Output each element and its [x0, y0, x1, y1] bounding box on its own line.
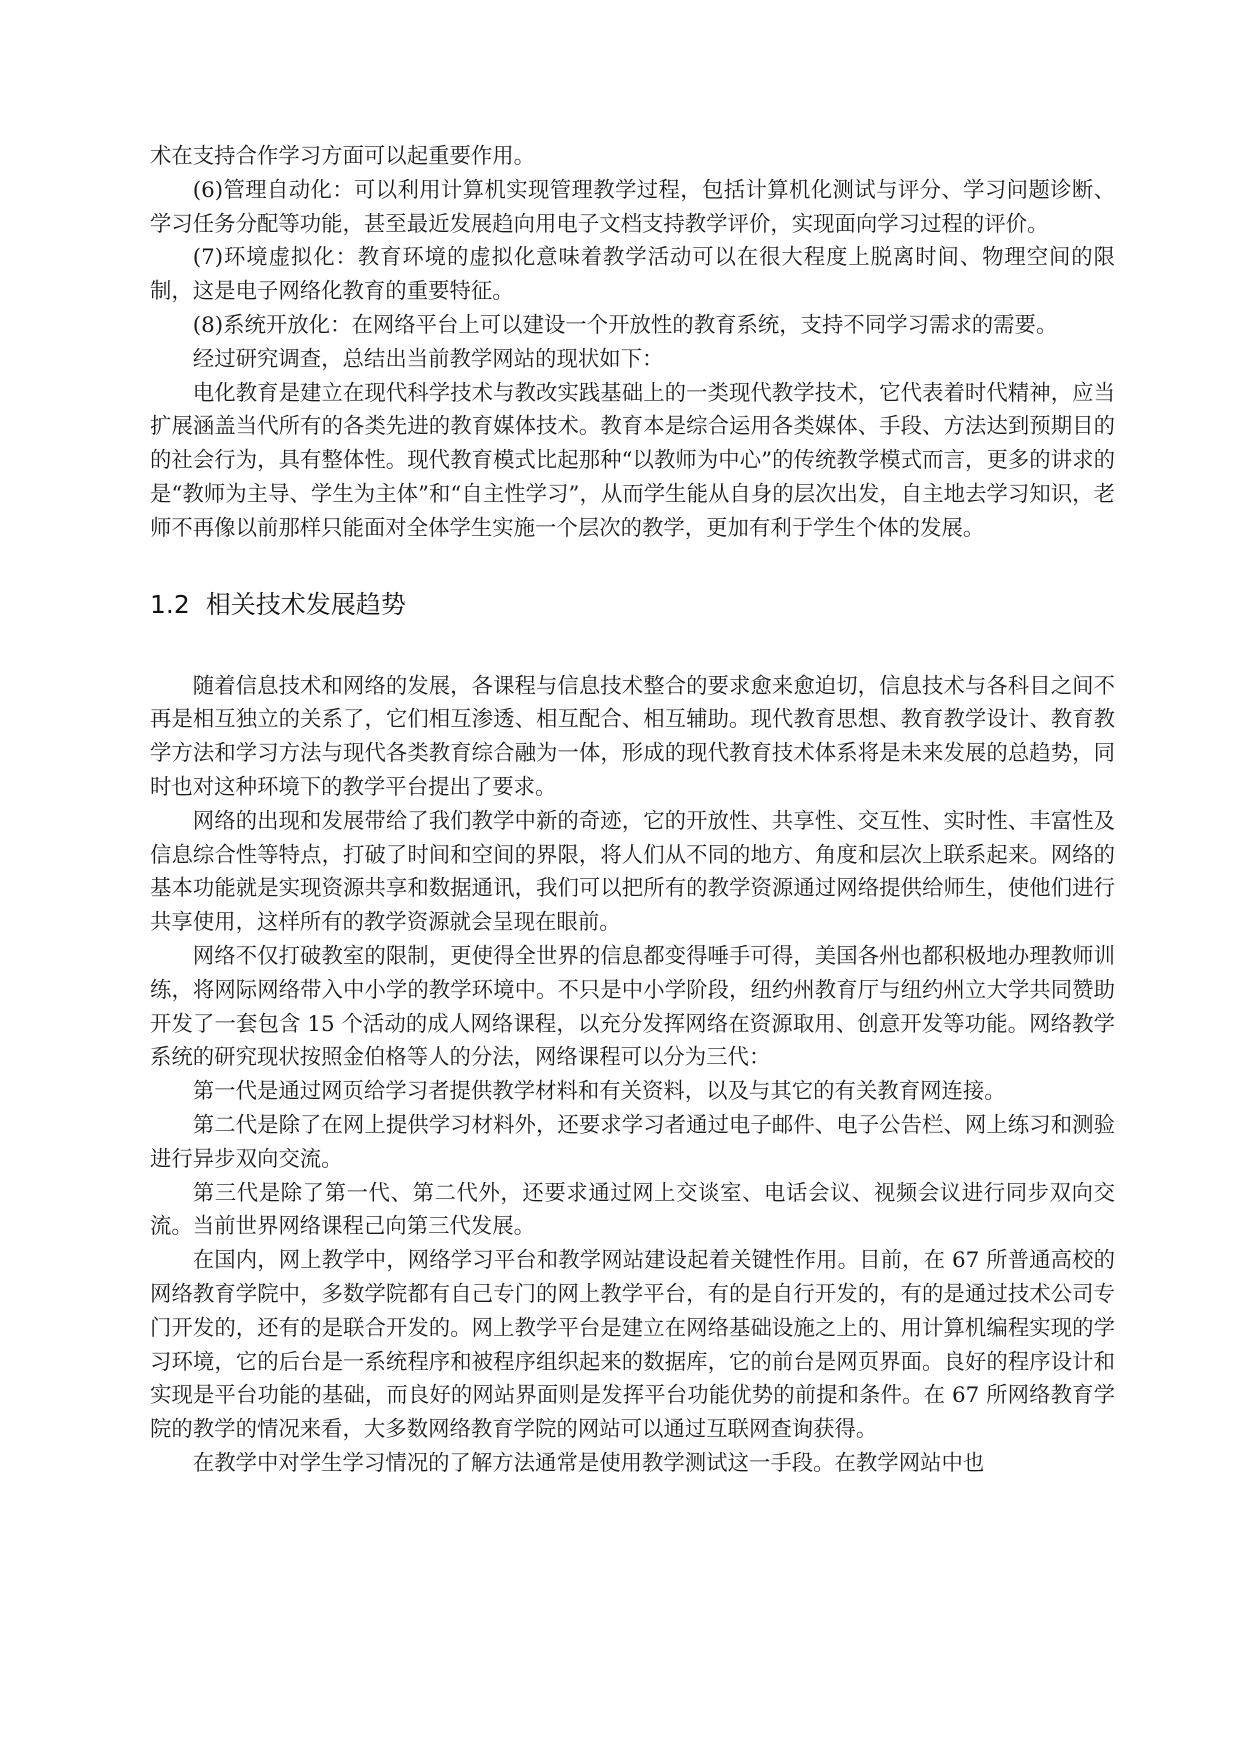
paragraph-survey-summary: 经过研究调查，总结出当前教学网站的现状如下： — [192, 346, 664, 372]
section-title: 相关技术发展趋势 — [205, 589, 406, 619]
paragraph-classroom-limits: 网络不仅打破教室的限制，更使得全世界的信息都变得唾手可得，美国各州也都积极地办理教师训练，将网际网络带入中小学的教学环境中。不只是中小学阶段，纽约州教育厅与纽约州立大学共同赞助开发了一套包含 15 个活动的成人网络课程，以充分发挥网络在资源取用、创意开发等功能。网络教学系统的研究现状按照金伯格等人的分法，网络课程可以分为三代： — [150, 943, 1115, 1071]
paragraph-continuation: 术在支持合作学习方面可以起重要作用。 — [150, 144, 536, 169]
paragraph-second-generation: 第二代是除了在网上提供学习材料外，还要求学习者通过电子邮件、电子公告栏、网上练习和测验进行异步双向交流。 — [150, 1112, 1115, 1172]
paragraph-management-automation: (6)管理自动化：可以利用计算机实现管理教学过程，包括计算机化测试与评分、学习问题诊断、学习任务分配等功能，甚至最近发展趋向用电子文档支持教学评价，实现面向学习过程的评价。 — [150, 177, 1115, 237]
document-page — [150, 140, 1115, 1481]
paragraph-electronic-education: 电化教育是建立在现代科学技术与教改实践基础上的一类现代教学技术，它代表着时代精神，应当扩展涵盖当代所有的各类先进的教育媒体技术。教育本是综合运用各类媒体、手段、方法达到预期目的的社会行为，具有整体性。现代教育模式比起那种“以教师为中心”的传统教学模式而言，更多的讲求的是“教师为主导、学生为主体”和“自主性学习”，从而学生能从自身的层次出发，自主地去学习知识，老师不再像以前那样只能面对全体学生实施一个层次的教学，更加有利于学生个体的发展。 — [150, 380, 1115, 541]
paragraph-network-emergence: 网络的出现和发展带给了我们教学中新的奇迹，它的开放性、共享性、交互性、实时性、丰富性及信息综合性等特点，打破了时间和空间的界限，将人们从不同的地方、角度和层次上联系起来。网络的基本功能就是实现资源共享和数据通讯，我们可以把所有的教学资源通过网络提供给师生，使他们进行共享使用，这样所有的教学资源就会呈现在眼前。 — [150, 808, 1115, 936]
paragraph-system-openness: (8)系统开放化：在网络平台上可以建设一个开放性的教育系统，支持不同学习需求的需要。 — [192, 312, 1058, 338]
section-heading — [150, 590, 1115, 620]
paragraph-third-generation: 第三代是除了第一代、第二代外，还要求通过网上交谈室、电话会议、视频会议进行同步双向交流。当前世界网络课程己向第三代发展。 — [150, 1180, 1115, 1240]
paragraph-domestic-status: 在国内，网上教学中，网络学习平台和教学网站建设起着关键性作用。目前，在 67 所普通高校的网络教育学院中，多数学院都有自己专门的网上教学平台，有的是自行开发的，有的是通过技术公司专门开发的，还有的是联合开发的。网上教学平台是建立在网络基础设施之上的、用计算机编程实现的学习环境，它的后台是一系统程序和被程序组织起来的数据库，它的前台是网页界面。良好的程序设计和实现是平台功能的基础，而良好的网站界面则是发挥平台功能优势的前提和条件。在 67 所网络教育学院的教学的情况来看，大多数网络教育学院的网站可以通过互联网查询获得。 — [150, 1248, 1115, 1443]
section-number: 1.2 — [150, 589, 190, 619]
paragraph-first-generation: 第一代是通过网页给学习者提供教学材料和有关资料，以及与其它的有关教育网连接。 — [192, 1079, 1006, 1105]
paragraph-integration-trend: 随着信息技术和网络的发展，各课程与信息技术整合的要求愈来愈迫切，信息技术与各科目之间不再是相互独立的关系了，它们相互渗透、相互配合、相互辅助。现代教育思想、教育教学设计、教育教学方法和学习方法与现代各类教育综合融为一体，形成的现代教育技术体系将是未来发展的总趋势，同时也对这种环境下的教学平台提出了要求。 — [150, 673, 1115, 800]
paragraph-teaching-test: 在教学中对学生学习情况的了解方法通常是使用教学测试这一手段。在教学网站中也 — [192, 1450, 985, 1476]
paragraph-environment-virtualization: (7)环境虚拟化：教育环境的虚拟化意味着教学活动可以在很大程度上脱离时间、物理空间的限制，这是电子网络化教育的重要特征。 — [150, 245, 1115, 305]
